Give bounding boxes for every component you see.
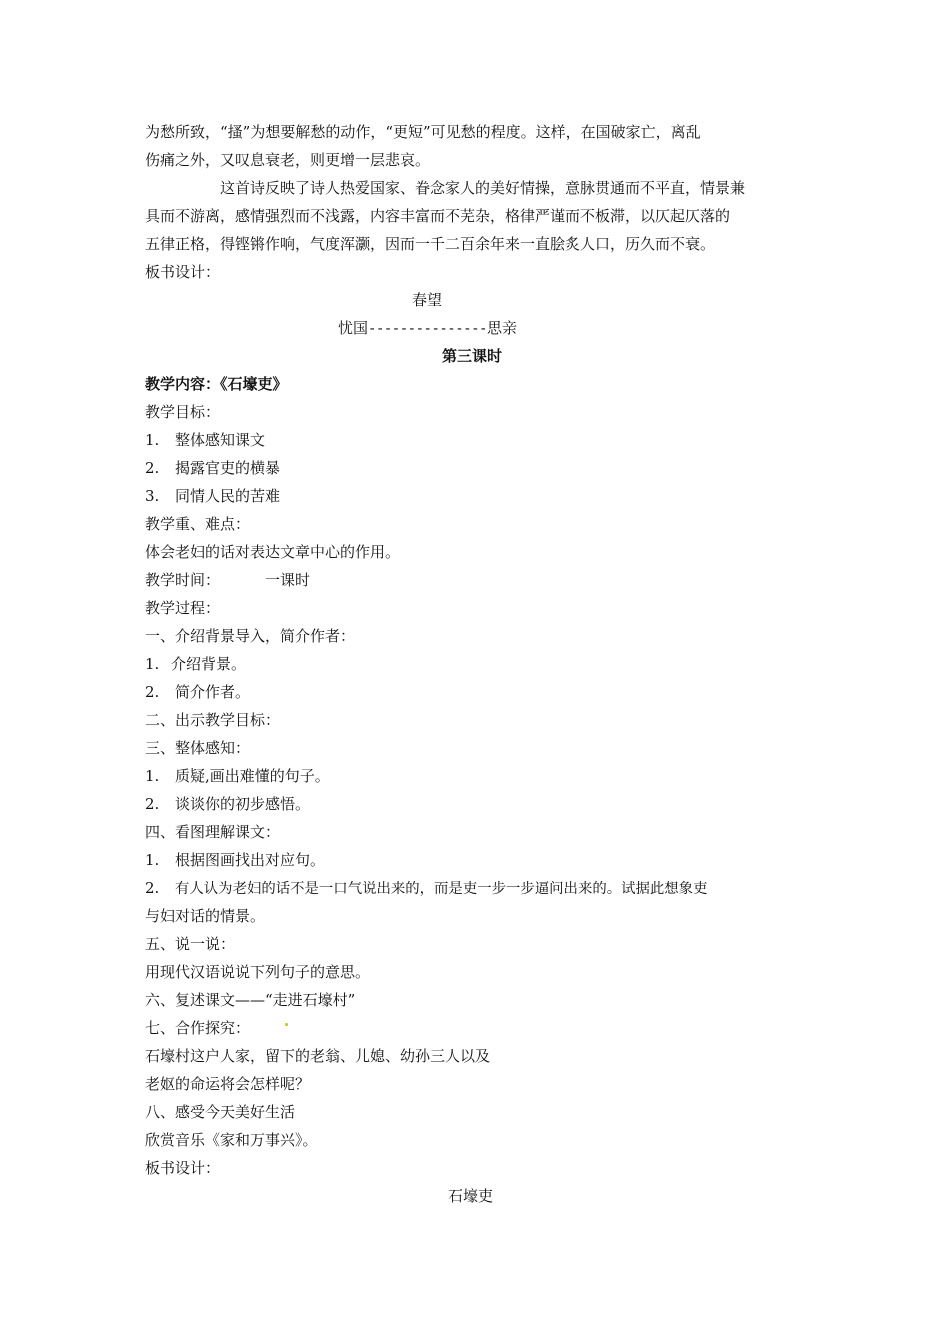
list-item	[145, 878, 810, 899]
teaching-time	[145, 570, 810, 590]
list-item	[145, 486, 810, 506]
paragraph-line: 五律正格，得铿锵作响，气度浑灏，因而一千二百余年来一直脍炙人口，历久而不衰。	[145, 235, 716, 253]
goals-label: 教学目标：	[145, 403, 221, 421]
board-left-term: 忧国	[338, 319, 369, 337]
list-item	[145, 458, 810, 478]
list-text: 质疑,画出难懂的句子。	[175, 767, 330, 785]
board-connector: ---------------	[368, 321, 487, 337]
list-item	[145, 654, 810, 674]
list-number: 1.	[145, 431, 160, 449]
section-heading: 五、说一说：	[145, 935, 236, 953]
board-title: 石壕吏	[448, 1187, 494, 1205]
key-points-label: 教学重、难点：	[145, 515, 251, 533]
lesson-content: 教学内容：《石壕吏》	[145, 375, 288, 393]
list-text: 揭露官吏的横暴	[175, 459, 281, 477]
list-text: 谈谈你的初步感悟。	[175, 795, 311, 813]
list-text: 简介作者。	[175, 683, 251, 701]
list-text: 同情人民的苦难	[175, 487, 281, 505]
list-text: 介绍背景。	[171, 655, 247, 673]
board-design-label: 板书设计：	[145, 263, 221, 281]
list-number: 1.	[145, 767, 160, 785]
process-label: 教学过程：	[145, 599, 221, 617]
list-number: 1.	[145, 851, 160, 869]
paragraph-line: 为愁所致，“搔”为想要解愁的动作，“更短”可见愁的程度。这样，在国破家亡，离乱	[145, 123, 701, 141]
list-item	[145, 682, 810, 702]
section-text: 欣赏音乐《家和万事兴》。	[145, 1131, 318, 1149]
list-number: 3.	[145, 487, 160, 505]
list-number: 2.	[145, 683, 160, 701]
list-item	[145, 430, 810, 450]
paragraph-line: 伤痛之外，又叹息衰老，则更增一层悲哀。	[145, 151, 431, 169]
list-number: 2.	[145, 795, 160, 813]
section-heading: 八、感受今天美好生活	[145, 1103, 296, 1121]
section-heading: 七、合作探究：	[145, 1019, 251, 1037]
list-text: 有人认为老妇的话不是一口气说出来的，而是吏一步一步逼问出来的。试据此想象吏	[175, 881, 708, 897]
list-number: 2.	[145, 459, 160, 477]
section-text: 石壕村这户人家，留下的老翁、儿媳、幼孙三人以及	[145, 1047, 491, 1065]
lesson-heading: 第三课时	[442, 347, 503, 365]
list-item	[145, 794, 810, 814]
board-diagram	[338, 318, 638, 339]
section-heading: 六、复述课文——“走进石壕村”	[145, 991, 356, 1009]
list-item	[145, 850, 810, 870]
board-title: 春望	[412, 291, 443, 309]
list-text: 整体感知课文	[175, 431, 266, 449]
paragraph-line: 具而不游离，感情强烈而不浅露，内容丰富而不芜杂，格律严谨而不板滞，以仄起仄落的	[145, 207, 731, 225]
stray-mark	[285, 1023, 288, 1026]
time-label: 教学时间：	[145, 571, 221, 589]
section-text: 老妪的命运将会怎样呢？	[145, 1075, 311, 1093]
section-text: 用现代汉语说说下列句子的意思。	[145, 963, 371, 981]
list-item	[145, 766, 810, 786]
section-heading: 三、整体感知：	[145, 739, 251, 757]
section-heading: 二、出示教学目标：	[145, 711, 281, 729]
paragraph-line: 这首诗反映了诗人热爱国家、眷念家人的美好情操，意脉贯通而不平直，情景兼	[220, 179, 746, 197]
list-item-continuation: 与妇对话的情景。	[145, 907, 266, 925]
board-right-term: 思亲	[486, 319, 517, 337]
section-heading: 四、看图理解课文：	[145, 823, 281, 841]
list-number: 2.	[145, 879, 160, 897]
time-value: 一课时	[265, 571, 311, 589]
list-number: 1.	[145, 655, 160, 673]
section-heading: 一、介绍背景导入，简介作者：	[145, 627, 356, 645]
board-design-label: 板书设计：	[145, 1159, 221, 1177]
list-text: 根据图画找出对应句。	[175, 851, 326, 869]
key-points-text: 体会老妇的话对表达文章中心的作用。	[145, 543, 401, 561]
